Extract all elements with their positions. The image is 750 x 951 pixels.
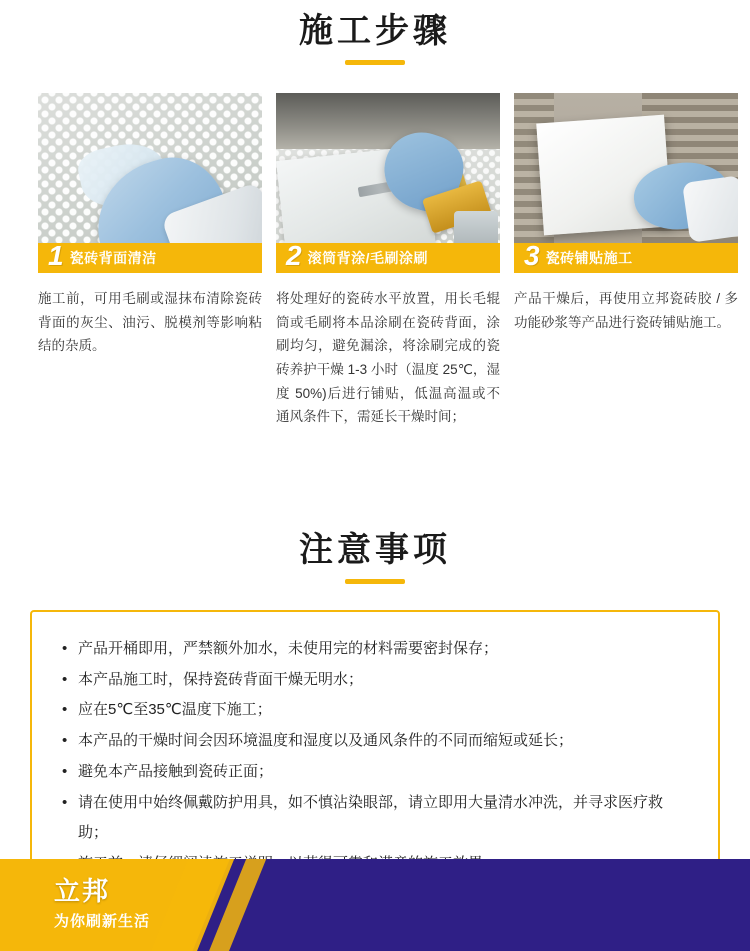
brand-logo xyxy=(54,877,150,931)
step-caption-bar-2 xyxy=(276,240,500,273)
page-title: 施工步骤 xyxy=(299,12,451,50)
step-description-3: 产品干燥后，再使用立邦瓷砖胶 / 多功能砂浆等产品进行瓷砖铺贴施工。 xyxy=(514,291,738,330)
note-item: • 本产品的干燥时间会因环境温度和湿度以及通风条件的不同而缩短或延长； xyxy=(62,726,692,757)
notes-title: 注意事项 xyxy=(299,530,451,569)
title-underline-notes xyxy=(345,579,405,584)
steps-row xyxy=(0,93,750,429)
photo-tile-back-cleaning xyxy=(38,93,262,273)
photo-roller-brush-coating xyxy=(276,93,500,273)
note-item: • 产品开桶即用，严禁额外加水，未使用完的材料需要密封保存； xyxy=(62,634,692,665)
step-caption-bar-3 xyxy=(514,240,738,273)
step-card-2 xyxy=(276,93,500,429)
steps-title-block xyxy=(0,0,750,65)
step-number-3: 3 xyxy=(524,240,540,271)
step-description-1: 施工前，可用毛刷或湿抹布清除瓷砖背面的灰尘、油污、脱模剂等影响粘结的杂质。 xyxy=(38,291,262,354)
step-number-1: 1 xyxy=(48,240,64,271)
photo-tile-installation xyxy=(514,93,738,273)
step-caption-text-2: 滚筒背涂/毛刷涂刷 xyxy=(307,250,428,266)
step-card-3 xyxy=(514,93,738,429)
photo2-background-band xyxy=(276,93,500,149)
step-card-1 xyxy=(38,93,262,429)
brand-slogan: 为你刷新生活 xyxy=(54,912,151,930)
title-underline-steps xyxy=(345,60,405,65)
step-caption-bar-1 xyxy=(38,240,262,273)
glove-cuff-shape xyxy=(682,175,738,242)
brand-name: 立邦 xyxy=(54,876,111,906)
step-description-2: 将处理好的瓷砖水平放置，用长毛辊筒或毛刷将本品涂刷在瓷砖背面，涂刷均匀，避免漏涂，将涂刷完成的瓷砖养护干燥 1-3 小时（温度 25℃，湿度 50%)后进行铺贴，低温高温或不通风条件下，需延长干燥时间； xyxy=(276,291,500,425)
step-number-2: 2 xyxy=(286,240,302,271)
note-item: • 请在使用中始终佩戴防护用具，如不慎沾染眼部，请立即用大量清水冲洗，并寻求医疗救助； xyxy=(62,788,692,850)
note-item: • 应在5℃至35℃温度下施工； xyxy=(62,695,692,726)
step-caption-text-1: 瓷砖背面清洁 xyxy=(69,250,157,266)
notes-title-block xyxy=(0,515,750,584)
footer-brand-bar xyxy=(0,859,750,951)
note-item: • 避免本产品接触到瓷砖正面； xyxy=(62,757,692,788)
note-item: • 本产品施工时，保持瓷砖背面干燥无明水； xyxy=(62,665,692,696)
step-caption-text-3: 瓷砖铺贴施工 xyxy=(545,250,633,266)
